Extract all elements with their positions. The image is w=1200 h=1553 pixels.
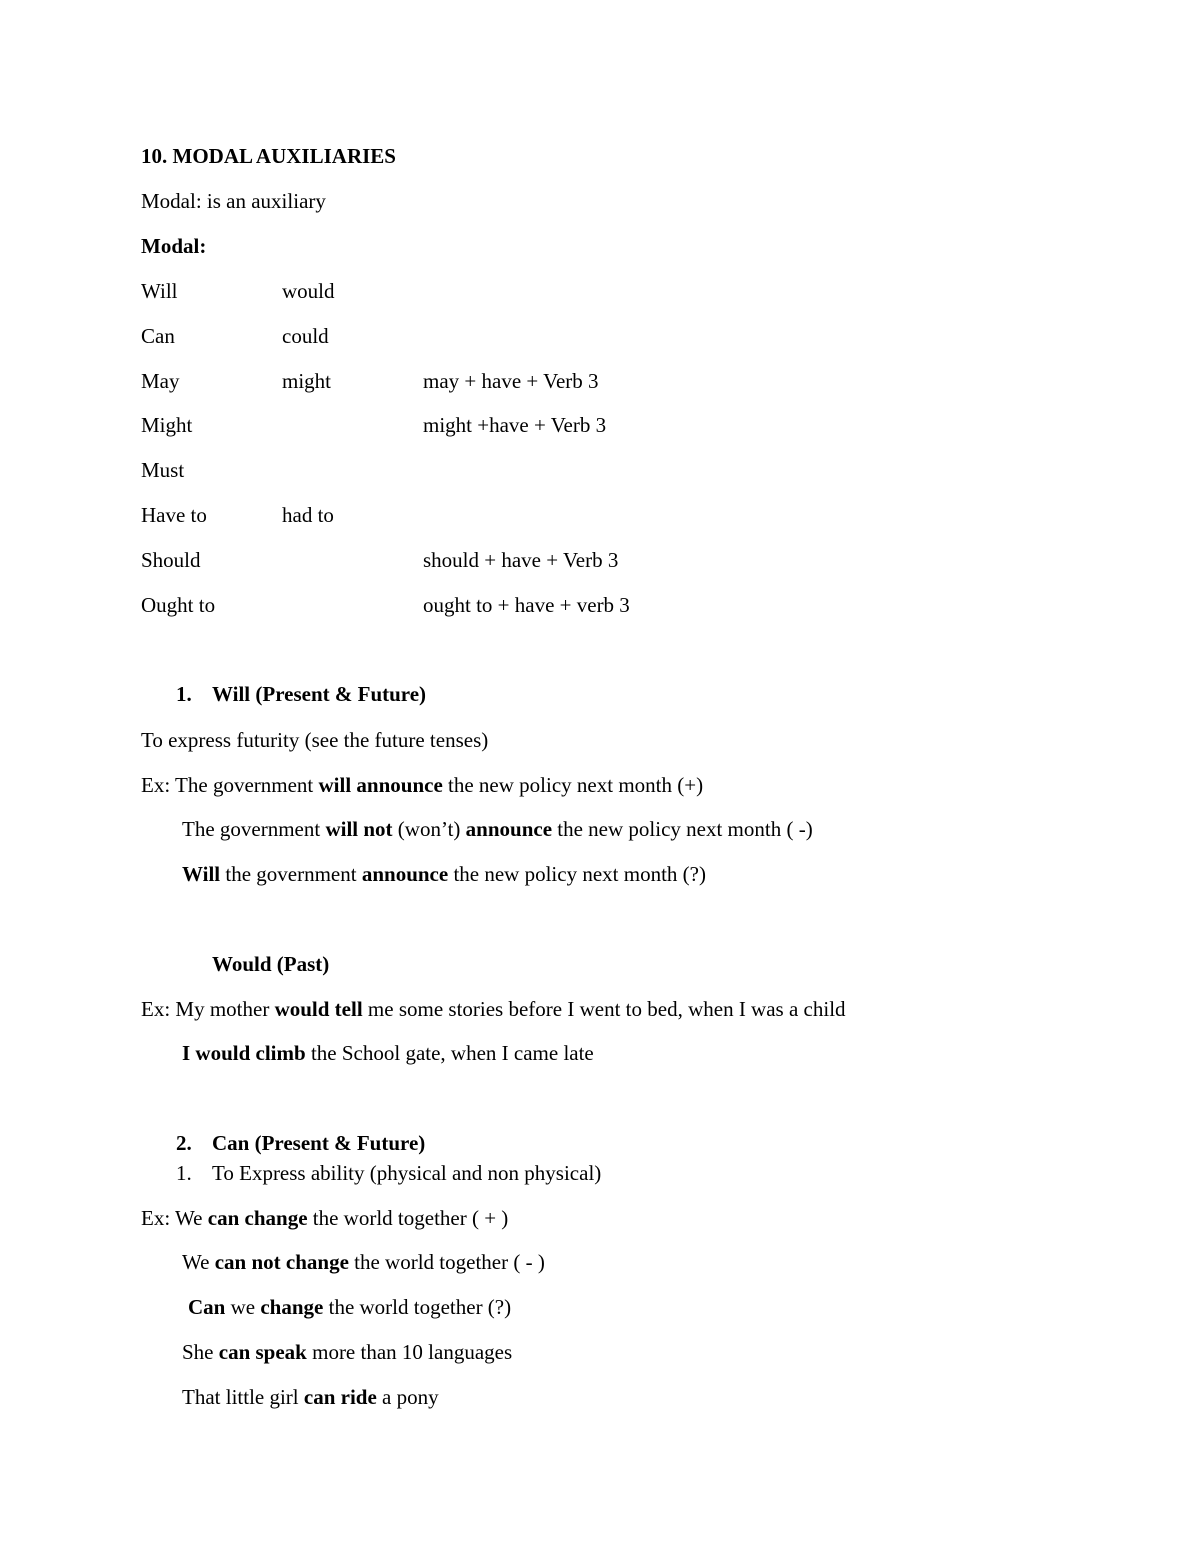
section-title: 10. MODAL AUXILIARIES — [141, 144, 396, 168]
can-example-1: Ex: We can change the world together ( + ) — [141, 1206, 509, 1230]
will-example-1: Ex: The government will announce the new policy next month (+) — [141, 773, 704, 797]
modal-past: had to — [282, 503, 334, 527]
would-example-1: Ex: My mother would tell me some stories before I went to bed, when I was a child — [141, 997, 846, 1021]
can-usage: 1. To Express ability (physical and non physical) — [176, 1161, 602, 1185]
modal-present: Must — [141, 458, 185, 482]
will-usage: To express futurity (see the future tenses) — [141, 728, 489, 752]
would-example-2: I would climb the School gate, when I came late — [182, 1041, 594, 1065]
can-example-2: We can not change the world together ( - ) — [182, 1250, 545, 1274]
modal-present: Might — [141, 413, 193, 437]
will-example-2: The government will not (won’t) announce the new policy next month ( -) — [182, 817, 813, 841]
can-heading: 2. Can (Present & Future) — [176, 1131, 426, 1155]
modal-present: May — [141, 369, 180, 393]
modal-perfect: should + have + Verb 3 — [423, 548, 619, 572]
can-example-4: She can speak more than 10 languages — [182, 1340, 513, 1364]
can-example-3: Can we change the world together (?) — [188, 1295, 512, 1319]
will-example-3: Will the government announce the new policy next month (?) — [182, 862, 706, 886]
modal-present: Can — [141, 324, 175, 348]
modal-perfect: might +have + Verb 3 — [423, 413, 607, 437]
modal-heading: Modal: — [141, 234, 207, 258]
will-heading: 1. Will (Present & Future) — [176, 682, 427, 706]
modal-past: would — [282, 279, 335, 303]
definition-text: Modal: is an auxiliary — [141, 189, 326, 213]
modal-perfect: ought to + have + verb 3 — [423, 593, 630, 617]
modal-present: Have to — [141, 503, 207, 527]
modal-present: Will — [141, 279, 178, 303]
can-example-5: That little girl can ride a pony — [182, 1385, 439, 1409]
modal-past: might — [282, 369, 332, 393]
would-heading: Would (Past) — [212, 952, 330, 976]
modal-present: Should — [141, 548, 201, 572]
modal-perfect: may + have + Verb 3 — [423, 369, 599, 393]
modal-present: Ought to — [141, 593, 216, 617]
modal-past: could — [282, 324, 329, 348]
